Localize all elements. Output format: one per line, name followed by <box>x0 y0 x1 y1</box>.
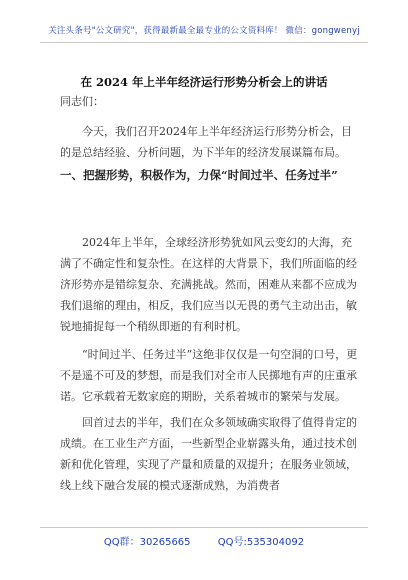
footer-qq-group: QQ群：30265665 <box>103 537 191 548</box>
document-title: 在 2024 年上半年经济运行形势分析会上的讲话 <box>80 75 328 89</box>
paragraph-4: 回首过去的半年，我们在众多领域确实取得了值得肯定的成绩。在工业生产方面，一些新型企业崭露头角，通过技术创新和优化管理，实现了产量和质量的双提升；在服务业领域，线上线下融合发展的模式逐渐成熟，为消费者 <box>60 416 357 492</box>
footer-contacts <box>0 533 408 548</box>
header-divider <box>40 42 368 43</box>
paragraph-3: “时间过半、任务过半”这绝非仅仅是一句空洞的口号，更不是遥不可及的梦想，而是我们对全市人民掷地有声的庄重承诺。它承载着无数家庭的期盼，关系着城市的繁荣与发展。 <box>60 348 358 403</box>
footer-divider <box>40 527 368 528</box>
greeting: 同志们： <box>60 95 104 108</box>
footer-qq-number: QQ号:535304092 <box>217 537 305 548</box>
header-promo-note: 关注头条号"公文研究"，获得最新最全最专业的公文资料库！ 微信：gongwenyj <box>48 26 360 36</box>
paragraph-intro: 今天，我们召开2024年上半年经济运行形势分析会，目的是总结经验、分析问题，为下半年的经济发展谋篇布局。 <box>60 125 352 159</box>
section-heading-1: 一、把握形势，积极作为，力保“时间过半、任务过半” <box>60 168 338 182</box>
paragraph-2: 2024年上半年，全球经济形势犹如风云变幻的大海，充满了不确定性和复杂性。在这样的大背景下，我们所面临的经济形势亦是错综复杂、充满挑战。然而，困难从来都不应成为我们退缩的理由，相反，我们应当以无畏的勇气主动出击，敏锐地捕捉每一个稍纵即逝的有利时机。 <box>60 236 357 333</box>
